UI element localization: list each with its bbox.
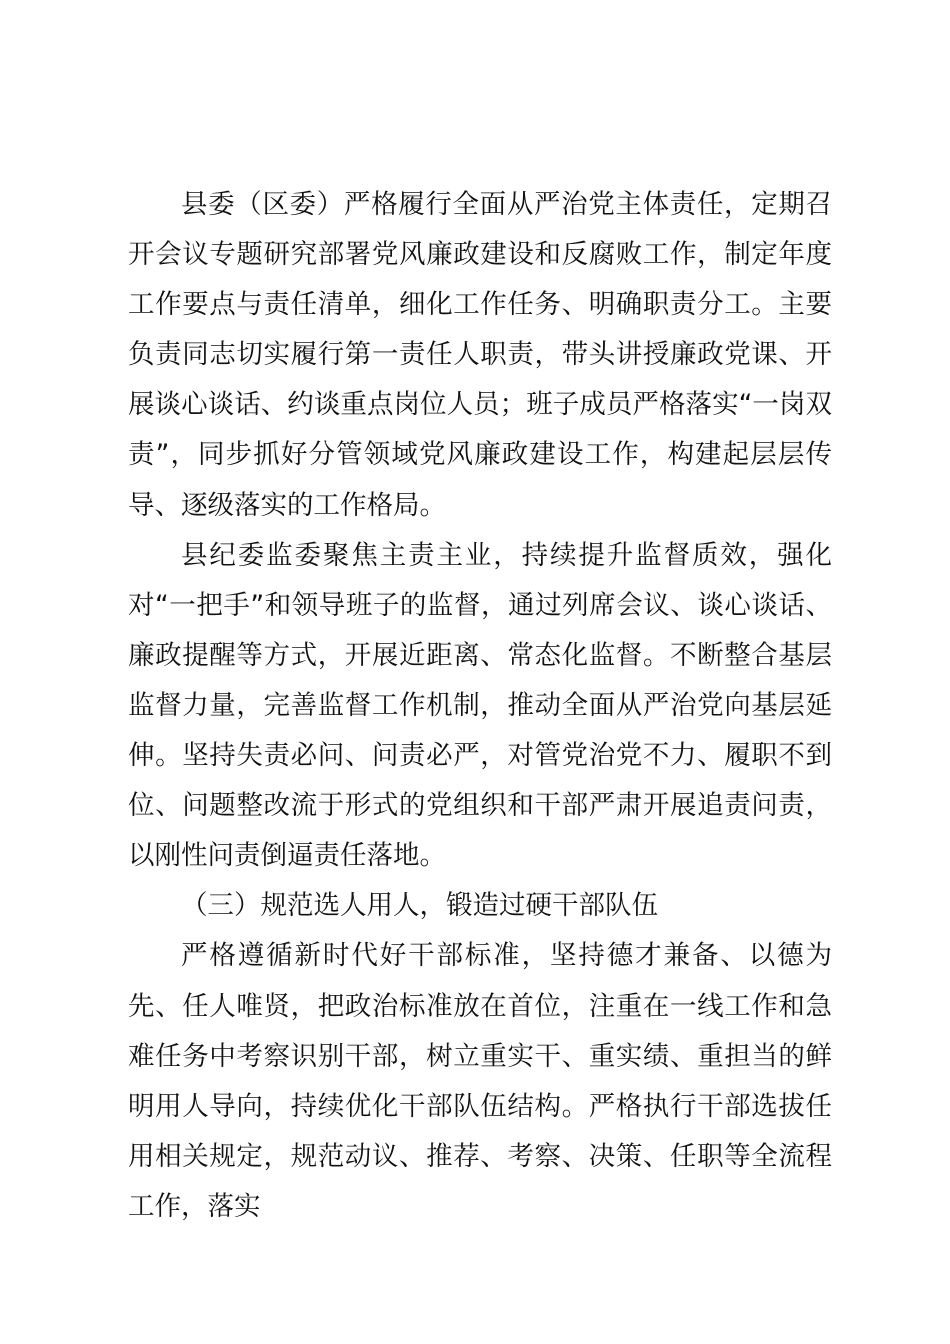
section-heading-cadre-selection: （三）规范选人用人，锻造过硬干部队伍 xyxy=(181,890,658,922)
paragraph-cadre-standards: 严格遵循新时代好干部标准，坚持德才兼备、以德为先、任人唯贤，把政治标准放在首位，注重在一线工作和急难任务中考察识别干部，树立重实干、重实绩、重担当的鲜明用人导向，持续优化干部队伍结构。严格执行干部选拔任用相关规定，规范动议、推荐、考察、决策、任职等全流程工作，落实 xyxy=(128,940,832,1222)
paragraph-discipline-supervision: 县纪委监委聚焦主责主业，持续提升监督质效，强化对“一把手”和领导班子的监督，通过列席会议、谈心谈话、廉政提醒等方式，开展近距离、常态化监督。不断整合基层监督力量，完善监督工作机制，推动全面从严治党向基层延伸。坚持失责必问、问责必严，对管党治党不力、履职不到位、问题整改流于形式的党组织和干部严肃开展追责问责，以刚性问责倒逼责任落地。 xyxy=(128,539,832,872)
document-body xyxy=(128,180,832,1232)
paragraph-party-committee-responsibility: 县委（区委）严格履行全面从严治党主体责任，定期召开会议专题研究部署党风廉政建设和反腐败工作，制定年度工作要点与责任清单，细化工作任务、明确职责分工。主要负责同志切实履行第一责任人职责，带头讲授廉政党课、开展谈心谈话、约谈重点岗位人员；班子成员严格落实“一岗双责”，同步抓好分管领域党风廉政建设工作，构建起层层传导、逐级落实的工作格局。 xyxy=(128,189,832,521)
